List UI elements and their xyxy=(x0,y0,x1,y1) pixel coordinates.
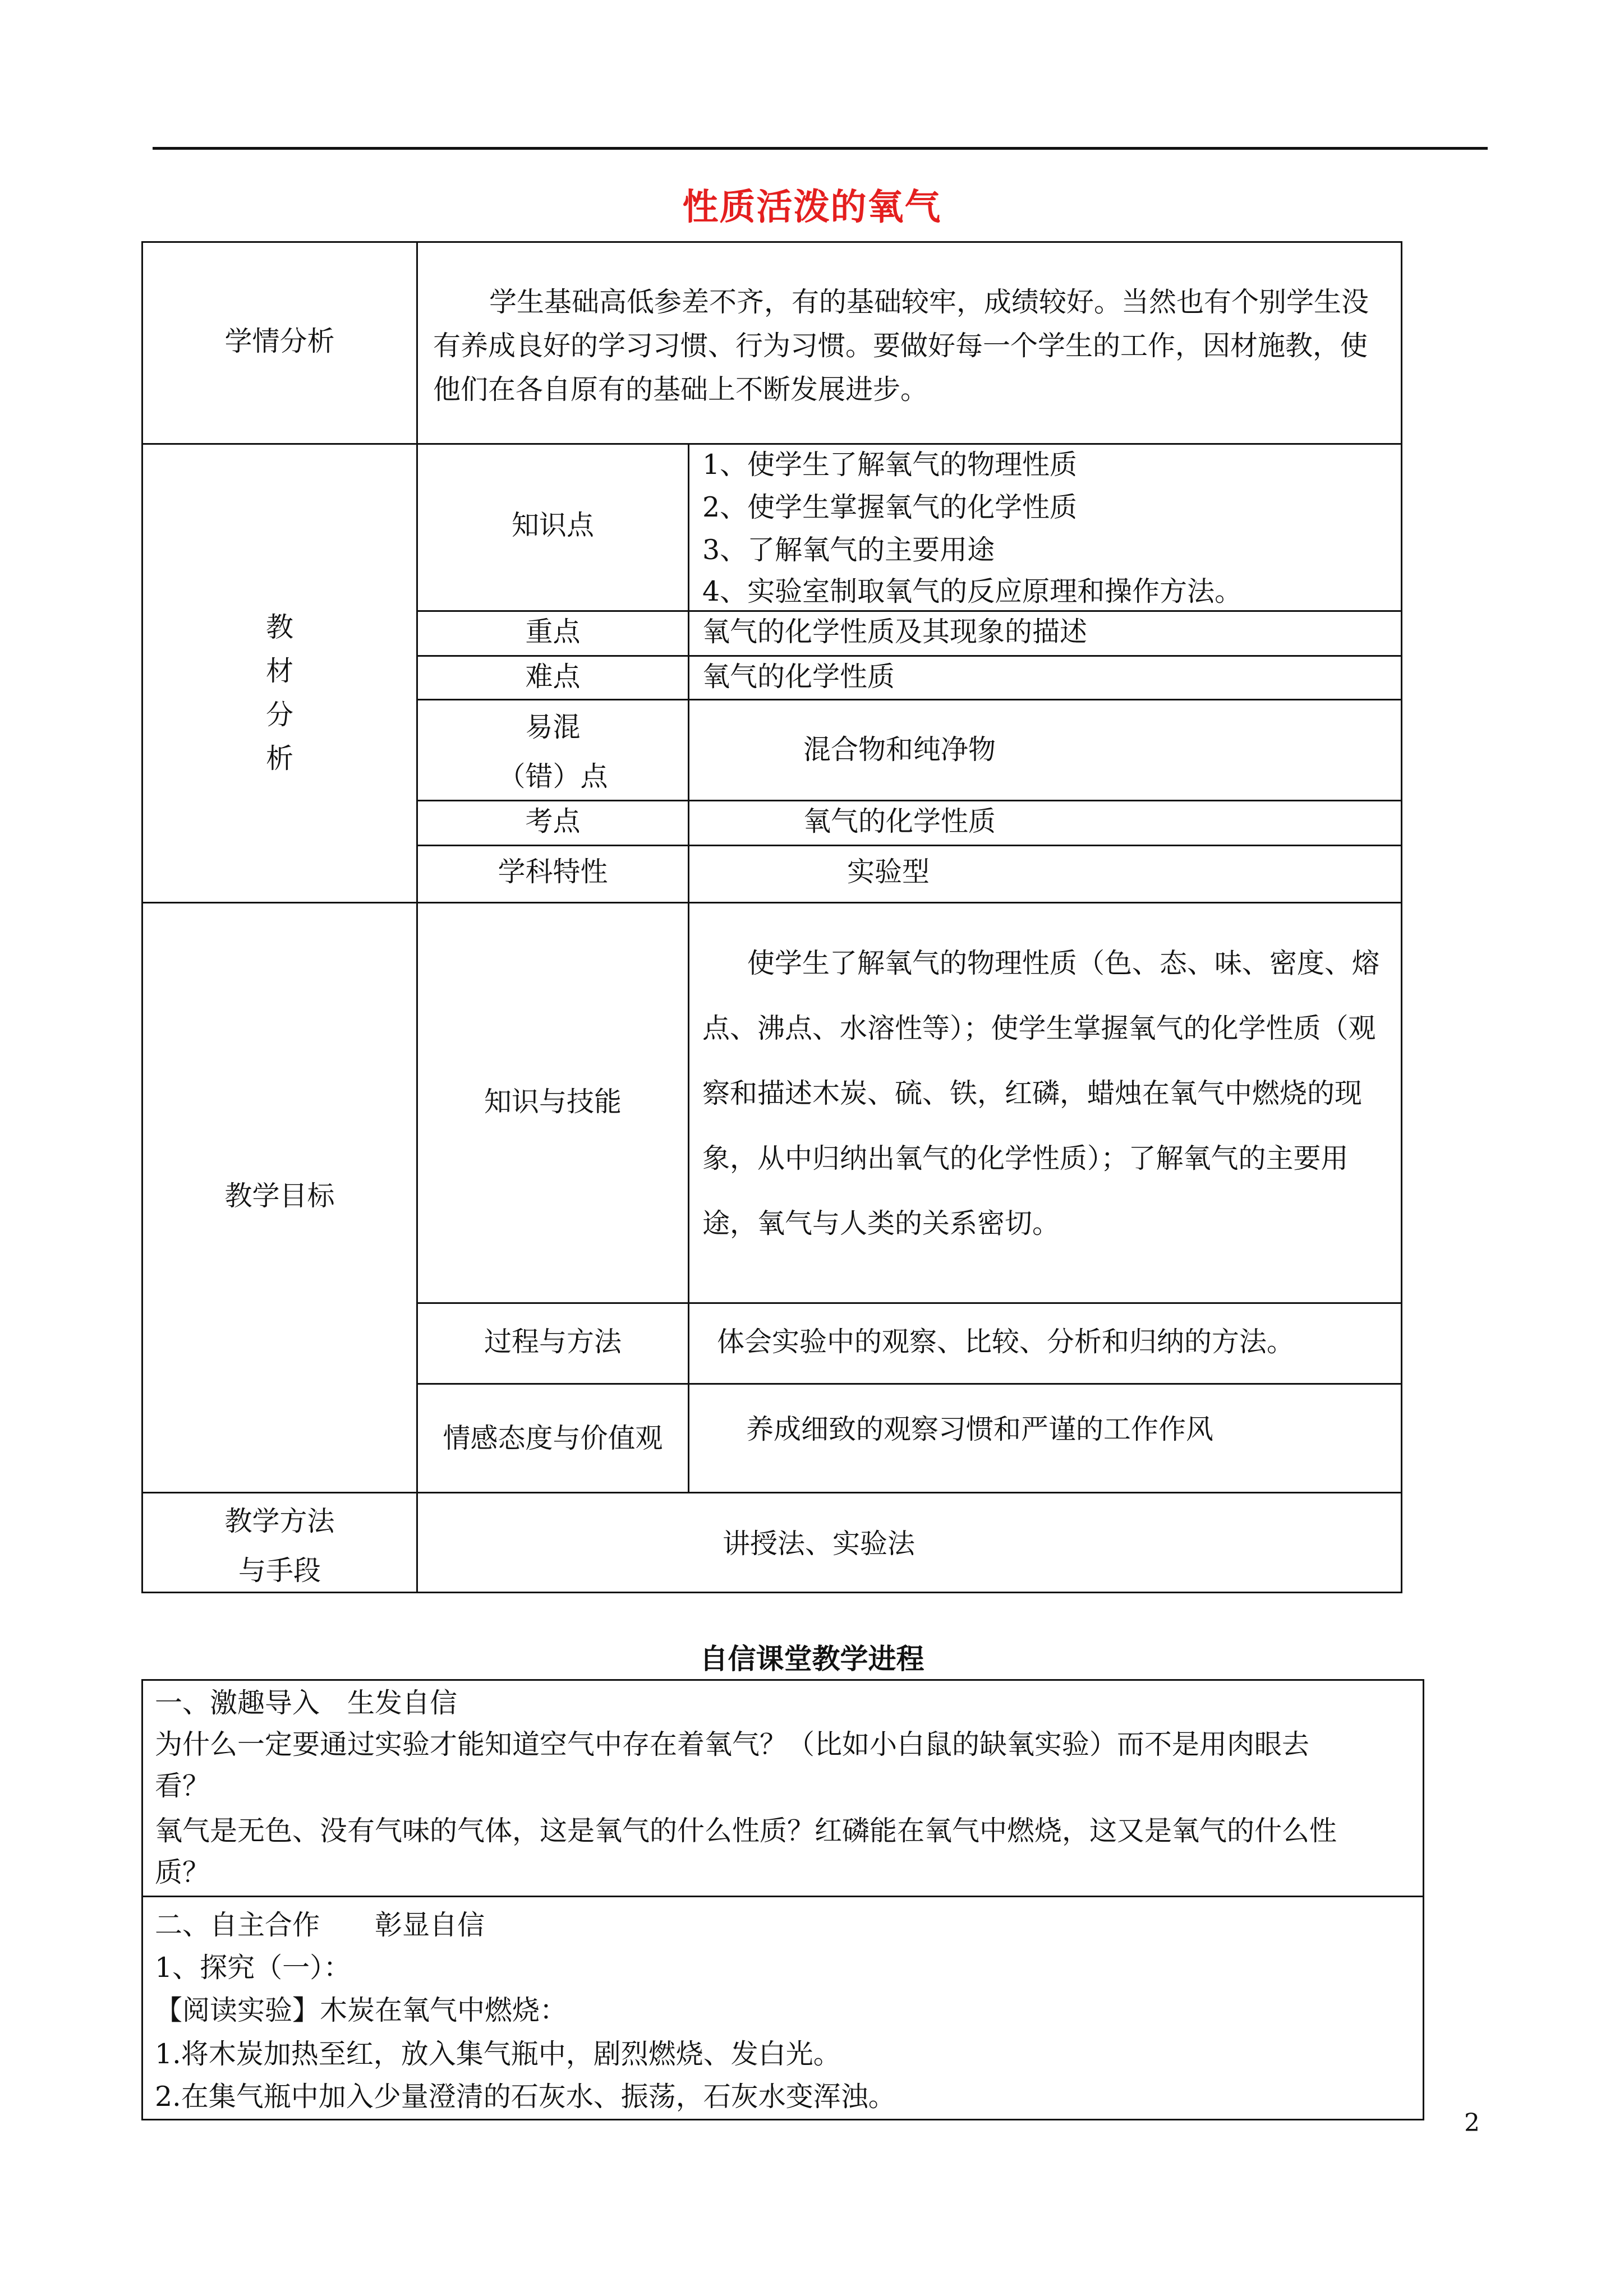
nandian-value: 氧气的化学性质 xyxy=(702,661,895,693)
box2-line-2: 【阅读实验】木炭在氧气中燃烧： xyxy=(155,1994,568,2026)
header-rule xyxy=(153,147,1488,150)
box2-heading: 二、自主合作 彰显自信 xyxy=(155,1909,485,1941)
fangfa-label-line-1: 教学方法 xyxy=(224,1505,335,1537)
zhishidian-line-2: 2、使学生掌握氧气的化学性质 xyxy=(702,491,1078,523)
guocheng-label: 过程与方法 xyxy=(484,1326,622,1358)
yihun-value: 混合物和纯净物 xyxy=(803,734,996,766)
box1-line-3: 氧气是无色、没有气味的气体，这是氧气的什么性质？红磷能在氧气中燃烧，这又是氧气的什么性 xyxy=(155,1815,1337,1847)
box1-line-4: 质？ xyxy=(155,1856,210,1888)
box2-line-4: 2.在集气瓶中加入少量澄清的石灰水、振荡，石灰水变浑浊。 xyxy=(155,2081,896,2113)
kaodian-value: 氧气的化学性质 xyxy=(803,805,996,837)
xueke-label: 学科特性 xyxy=(498,856,608,888)
yihun-label-line-2: （错）点 xyxy=(498,760,608,792)
zhishidian-line-3: 3、了解氧气的主要用途 xyxy=(702,534,995,566)
guocheng-text: 体会实验中的观察、比较、分析和归纳的方法。 xyxy=(717,1326,1295,1358)
zhishidian-line-4: 4、实验室制取氧气的反应原理和操作方法。 xyxy=(702,575,1243,607)
zhongdian-value: 氧气的化学性质及其现象的描述 xyxy=(702,616,1088,648)
yihun-label-line-1: 易混 xyxy=(525,711,581,743)
zhishidian-line-1: 1、使学生了解氧气的物理性质 xyxy=(702,449,1078,481)
xueqing-text: 学生基础高低参差不齐，有的基础较牢，成绩较好。当然也有个别学生没有养成良好的学习习惯、行为习惯。要做好每一个学生的工作，因材施教，使他们在各自原有的基础上不断发展进步。 xyxy=(433,286,1369,405)
box2-line-1: 1、探究（一）： xyxy=(155,1952,351,1984)
jiaocai-label-char-4: 析 xyxy=(265,743,293,774)
box1-heading: 一、激趣导入 生发自信 xyxy=(155,1687,458,1719)
jiaocai-label-char-2: 材 xyxy=(265,655,293,687)
zhishi-jineng-label: 知识与技能 xyxy=(484,1086,622,1118)
zhishidian-label: 知识点 xyxy=(511,509,594,541)
process-title: 自信课堂教学进程 xyxy=(700,1642,924,1675)
fangfa-label-line-2: 与手段 xyxy=(238,1555,321,1587)
box1-line-2: 看？ xyxy=(155,1770,210,1802)
nandian-label: 难点 xyxy=(525,661,581,693)
qinggan-label: 情感态度与价值观 xyxy=(443,1422,663,1454)
jiaocai-label-char-1: 教 xyxy=(265,611,293,643)
xueke-value: 实验型 xyxy=(847,856,930,888)
jiaocai-label-char-3: 分 xyxy=(265,699,293,731)
kaodian-label: 考点 xyxy=(525,805,581,837)
xueqing-label: 学情分析 xyxy=(224,325,335,357)
page-number: 2 xyxy=(1464,2109,1480,2137)
page-title: 性质活泼的氧气 xyxy=(682,186,942,228)
zhongdian-label: 重点 xyxy=(525,616,581,648)
box2-line-3: 1.将木炭加热至红，放入集气瓶中，剧烈燃烧、发白光。 xyxy=(155,2038,841,2070)
fangfa-value: 讲授法、实验法 xyxy=(723,1528,915,1560)
zhishi-jineng-text: 使学生了解氧气的物理性质（色、态、味、密度、熔点、沸点、水溶性等）；使学生掌握氧气的化学性质（观察和描述木炭、硫、铁，红磷，蜡烛在氧气中燃烧的现象，从中归纳出氧气的化学性质）；了解氧气的主要用途，氧气与人类的关系密切。 xyxy=(702,947,1380,1239)
mubiao-label: 教学目标 xyxy=(224,1180,335,1212)
box1-line-1: 为什么一定要通过实验才能知道空气中存在着氧气？（比如小白鼠的缺氧实验）而不是用肉眼去 xyxy=(155,1728,1310,1760)
qinggan-text: 养成细致的观察习惯和严谨的工作作风 xyxy=(746,1413,1214,1445)
